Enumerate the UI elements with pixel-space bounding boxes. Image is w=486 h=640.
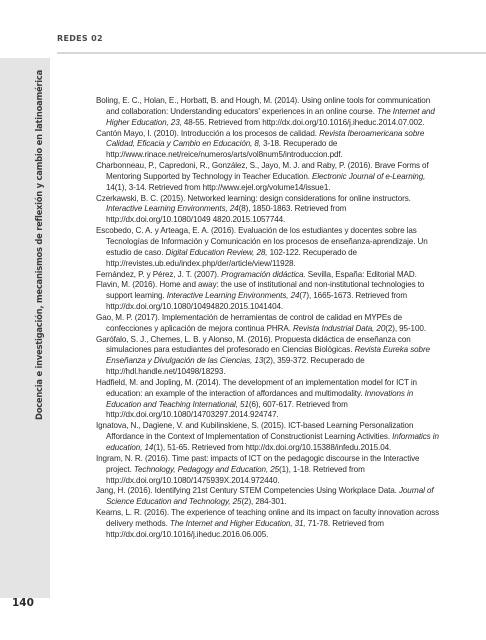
reference-entry: Boling, E. C., Holan, E., Horbatt, B. and Hough, M. (2014). Using online tools for communication and collaboration: Understanding educators' experiences in an online course. The Internet and Higher Education, 23, 48-55. Retrieved from http://dx.doi.org/10.1016/j.iheduc.2014.07.002. <box>96 96 435 127</box>
reference-entry: Kearns, L. R. (2016). The experience of teaching online and its impact on faculty innovation across delivery methods. The Internet and Higher Education, 31, 71-78. Retrieved from http://dx.doi.org/10.1016/j.iheduc.2016.06.005. <box>96 508 440 539</box>
reference-entry: Fernández, P. y Pérez, J. T. (2007). Programación didáctica. Sevilla, España: Editorial MAD. <box>96 269 417 279</box>
reference-entry: Charbonneau, P., Capredoni, R., González, S., Jayo, M. J. and Raby, P. (2016). Brave Forms of Mentoring Supported by Technology in Teacher Education. Electronic Journal of e-Learning, 14(1), 3-14. Retrieved from http://www.ejel.org/volume14/issue1. <box>96 161 429 192</box>
reference-entry: Gao, M. P. (2017). Implementación de herramientas de control de calidad en MYPEs de confecciones y aplicación de mejora continua PHRA. Revista Industrial Data, 20(2), 95-100. <box>96 312 426 333</box>
reference-entry: Flavin, M. (2016). Home and away: the use of institutional and non-institutional technologies to support learning. Interactive Learning Environments, 24(7), 1665-1673. Retrieved from http://dx.doi.org/10.1080/10494820.2015.1041404. <box>96 280 425 312</box>
reference-entry: Ingram, N. R. (2016). Time past: impacts of ICT on the pedagogic discourse in the Interactive project. Technology, Pedagogy and Education, 25(1), 1-18. Retrieved from http://dx.doi.org/10.1080/1475939X.2014.972440. <box>96 453 420 485</box>
running-header: REDES 02 <box>57 34 103 43</box>
reference-entry: Jang, H. (2016). Identifying 21st Century STEM Competencies Using Workplace Data. Journal of Science Education and Technology, 25(2), 284-301. <box>96 486 434 507</box>
reference-entry: Ignatova, N., Dagiene, V. and Kubilinskiene, S. (2015). ICT-based Learning Personalization Affordance in the Context of Implementation of Constructionist Learning Activities. Informatics in education, 14(1), 51-65. Retrieved from http://dx.doi.org/10.15388/infedu.2015.04. <box>96 421 439 452</box>
reference-list <box>96 96 444 541</box>
reference-entry: Garófalo, S. J., Chemes, L. B. y Alonso, M. (2016). Propuesta didáctica de enseñanza con simulaciones para estudiantes del profesorado en Ciencias Biológicas. Revista Eureka sobre Enseñanza y Divulgación de las Ciencias, 13(2), 359-372. Recuperado de http://hdl.handle.net/10498/18293. <box>96 334 430 377</box>
page-number: 140 <box>12 597 34 609</box>
header-divider <box>57 52 486 54</box>
reference-entry: Hadfield, M. and Jopling, M. (2014). The development of an implementation model for ICT in education: an example of the interaction of affordances and multimodality. Innovations in Education and Teaching International, 51(6), 607-617. Retrieved from http://dx.doi.org/10.1080/14703297.2014.924747. <box>96 377 417 420</box>
vertical-book-title: Docencia e investigación, mecanismos de reflexión y cambio en latinoamérica <box>34 69 44 420</box>
reference-entry: Cantón Mayo, I. (2010). Introducción a los procesos de calidad. Revista Iberoamericana sobre Calidad, Eficacia y Cambio en Educación, 8, 3-18. Recuperado de http://www.rinace.net/reice/numeros/arts/vol8num5/introduccion.pdf. <box>96 128 425 160</box>
reference-entry: Czerkawski, B. C. (2015). Networked learning: design considerations for online instructors. Interactive Learning Environments, 24(8), 1850-1863. Retrieved from http://dx.doi.org/10.1080/1049 4820.2015.1057744. <box>96 193 411 225</box>
reference-entry: Escobedo, C. A. y Arteaga, E. A. (2016). Evaluación de los estudiantes y docentes sobre las Tecnologías de Información y Comunicación en los procesos de enseñanza-aprendizaje. Un estudio de caso. Digital Education Review, 28, 102-122. Recuperado de http://revistes.ub.edu/index.php/der/article/view/11928. <box>96 226 428 268</box>
